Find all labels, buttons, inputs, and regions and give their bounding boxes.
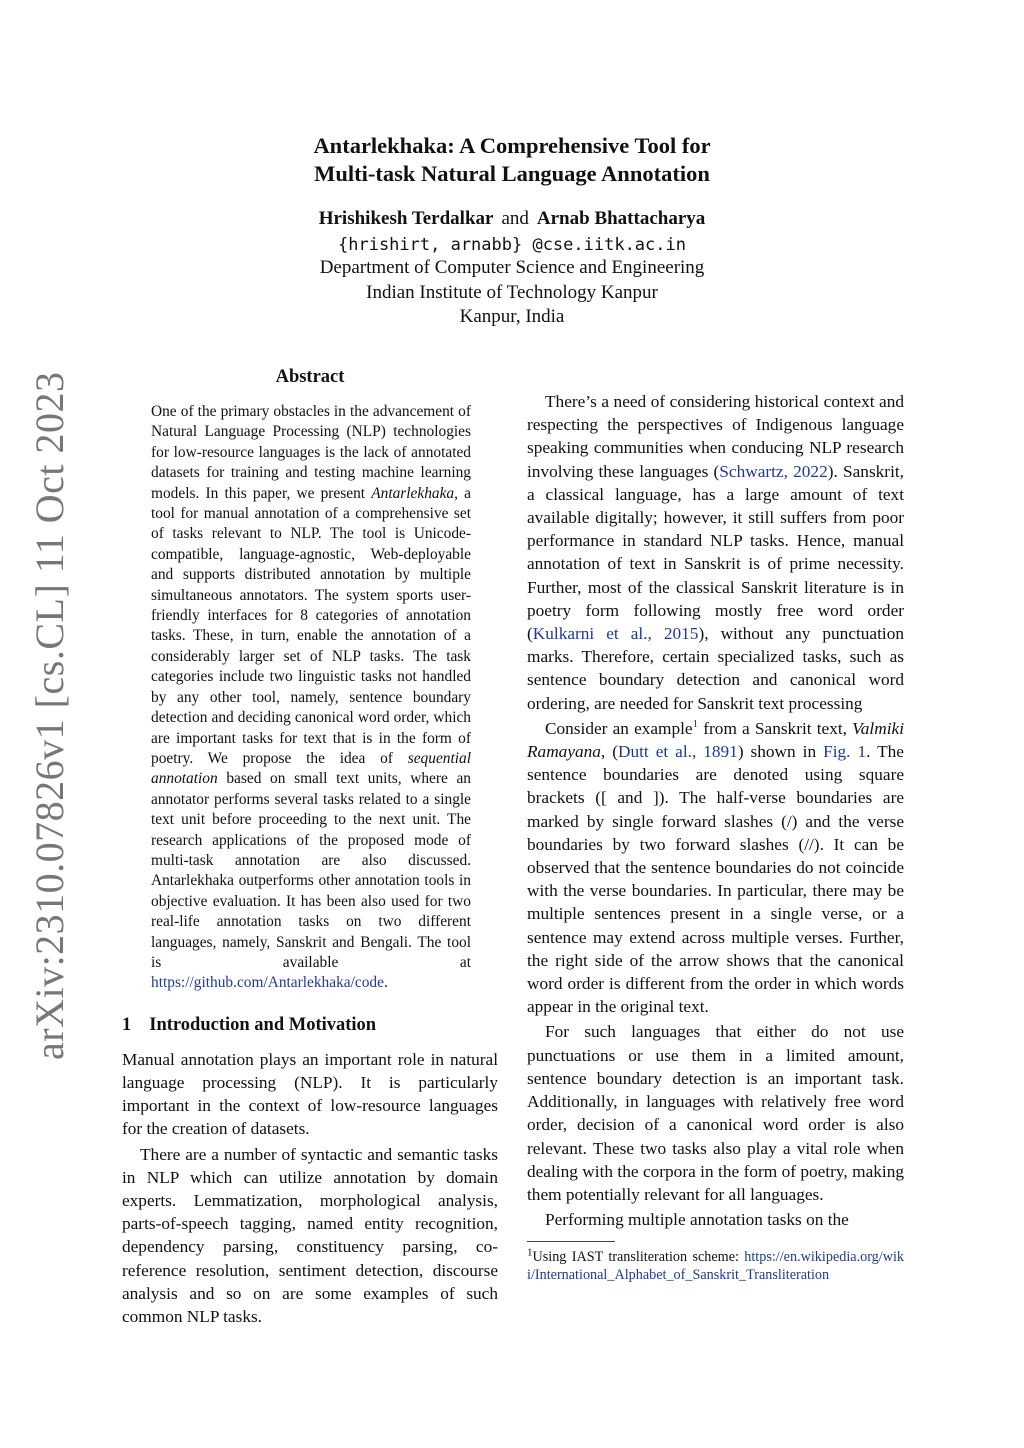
abstract-text [151, 402, 471, 994]
affiliation-location: Kanpur, India [459, 306, 565, 327]
abstract-heading: Abstract [275, 367, 345, 387]
citation-link[interactable]: Dutt et al., 1891 [617, 742, 738, 762]
footnote-url-link[interactable]: https://en.wikipedia.org/wiki/International_Alphabet_of_Sanskrit_Transliteration [527, 1249, 904, 1284]
author-2: Arnab Bhattacharya [536, 208, 706, 229]
text-segment: , ( [600, 742, 618, 762]
affiliation [0, 256, 1024, 330]
paragraph: Manual annotation plays an important role in natural language processing (NLP). It is particularly important in the context of low-resource languages for the creation of datasets. [122, 1049, 498, 1139]
text-segment: Consider an example [545, 718, 693, 738]
abstract-segment: based on small text units, where an annotator performs several tasks related to a single text unit before proceeding to the next unit. The research applications of the proposed mode of multi-task annotation are also discussed. Antarlekhaka outperforms other annotation tools in objective evaluation. It has been also used for two real-life annotation tasks on two different languages, namely, Sanskrit and Bengali. The tool is available at [151, 770, 471, 971]
right-column [527, 367, 904, 1284]
paragraph: For such languages that either do not use punctuations or use them in a limited amount, sentence boundary detection is an important task. Additionally, in languages with relatively free word order, decision of a canonical word order is also relevant. These two tasks also play a vital role when dealing with the corpora in the form of poetry, making them potentially relevant for all languages. [527, 1022, 904, 1204]
title-line-1: Antarlekhaka: A Comprehensive Tool for [313, 133, 711, 158]
arxiv-identifier: arXiv:2310.07826v1 [cs.CL] 11 Oct 2023 [27, 371, 72, 1060]
paragraph: There are a number of syntactic and semantic tasks in NLP which can utilize annotation by domain experts. Lemmatization, morphological analysis, parts-of-speech tagging, named entity recognition, dependency parsing, constituency parsing, co-reference resolution, sentiment detection, discourse analysis and so on are some examples of such common NLP tasks. [122, 1144, 498, 1327]
paper-title [0, 132, 1024, 188]
author-line [0, 207, 1024, 231]
author-1: Hrishikesh Terdalkar [318, 208, 494, 229]
text-segment: . The sentence boundaries are denoted using square brackets ([ and ]). The half-verse boundaries are marked by single forward slashes (/) and the verse boundaries by two forward slashes (//). It can be observed that the sentence boundaries do not coincide with the verse boundaries. In particular, there may be multiple sentences present in a single verse, or a sentence may extend across multiple verses. Further, the right side of the arrow shows that the canonical word order is different from the order in which words appear in the original text. [527, 742, 904, 1017]
abstract-segment: , a tool for manual annotation of a comprehensive set of tasks relevant to NLP. The tool is Unicode-compatible, language-agnostic, Web-deployable and supports distributed annotation by multiple simultaneous annotators. The system sports user-friendly interfaces for 8 categories of annotation tasks. These, in turn, enable the annotation of a considerably larger set of NLP tasks. The task categories include two linguistic tasks not handled by any other tool, namely, sentence boundary detection and deciding canonical word order, which are important tasks for text that is in the form of poetry. We propose the idea of [151, 484, 471, 767]
abstract-segment: One of the primary obstacles in the advancement of Natural Language Processing (NLP) technologies for low-resource languages is the lack of annotated datasets for training and testing machine learning models. In this paper, we present [151, 403, 471, 502]
text-segment: There’s a need of considering historical context and respecting the perspectives of Indigenous language speaking communities when conducing NLP research involving these languages ( [527, 392, 904, 481]
footnote-number: 1 [527, 1246, 533, 1259]
affiliation-institute: Indian Institute of Technology Kanpur [366, 281, 658, 303]
paragraph: Performing multiple annotation tasks on the [545, 1210, 849, 1230]
section-number: 1 [122, 1014, 132, 1035]
abstract-tool-name: Antarlekhaka [371, 484, 455, 502]
abstract-term: sequential annotation [151, 749, 471, 788]
author-emails: {hrishirt, arnabb} @cse.iitk.ac.in [338, 235, 686, 255]
left-column [122, 364, 498, 1328]
section-heading [122, 1012, 498, 1038]
text-segment: ). Sanskrit, a classical language, has a large amount of text available digitally; however, it still suffers from poor performance in standard NLP tasks. Hence, manual annotation of text in Sanskrit is of prime necessity. Further, most of the classical Sanskrit literature is in poetry form following mostly free word order ( [527, 461, 904, 644]
title-line-2: Multi-task Natural Language Annotation [314, 161, 710, 186]
footnote-divider [527, 1241, 615, 1242]
footnote-text: Using IAST transliteration scheme: [532, 1249, 745, 1266]
footnote [527, 1248, 904, 1284]
section-title: Introduction and Motivation [149, 1014, 377, 1035]
citation-link[interactable]: Kulkarni et al., 2015 [532, 624, 699, 644]
citation-link[interactable]: Schwartz, 2022 [719, 461, 828, 481]
work-title: Valmiki Ramayana [527, 718, 904, 762]
footnote-marker-link[interactable]: 1 [692, 718, 699, 731]
author-conjunction: and [501, 208, 529, 229]
text-segment: ), without any punctuation marks. Therefore, certain specialized tasks, such as sentence boundary detection and canonical word ordering, are needed for Sanskrit text processing [527, 624, 904, 713]
affiliation-department: Department of Computer Science and Engineering [319, 257, 705, 278]
paragraph [527, 390, 904, 715]
code-repository-link[interactable]: https://github.com/Antarlekhaka/code [151, 974, 384, 992]
paragraph [527, 717, 904, 1019]
text-segment: ) shown in [737, 742, 824, 762]
figure-reference-link[interactable]: Fig. 1 [823, 742, 867, 762]
text-segment: from a Sanskrit text, [698, 718, 853, 738]
abstract-segment: . [383, 974, 388, 992]
